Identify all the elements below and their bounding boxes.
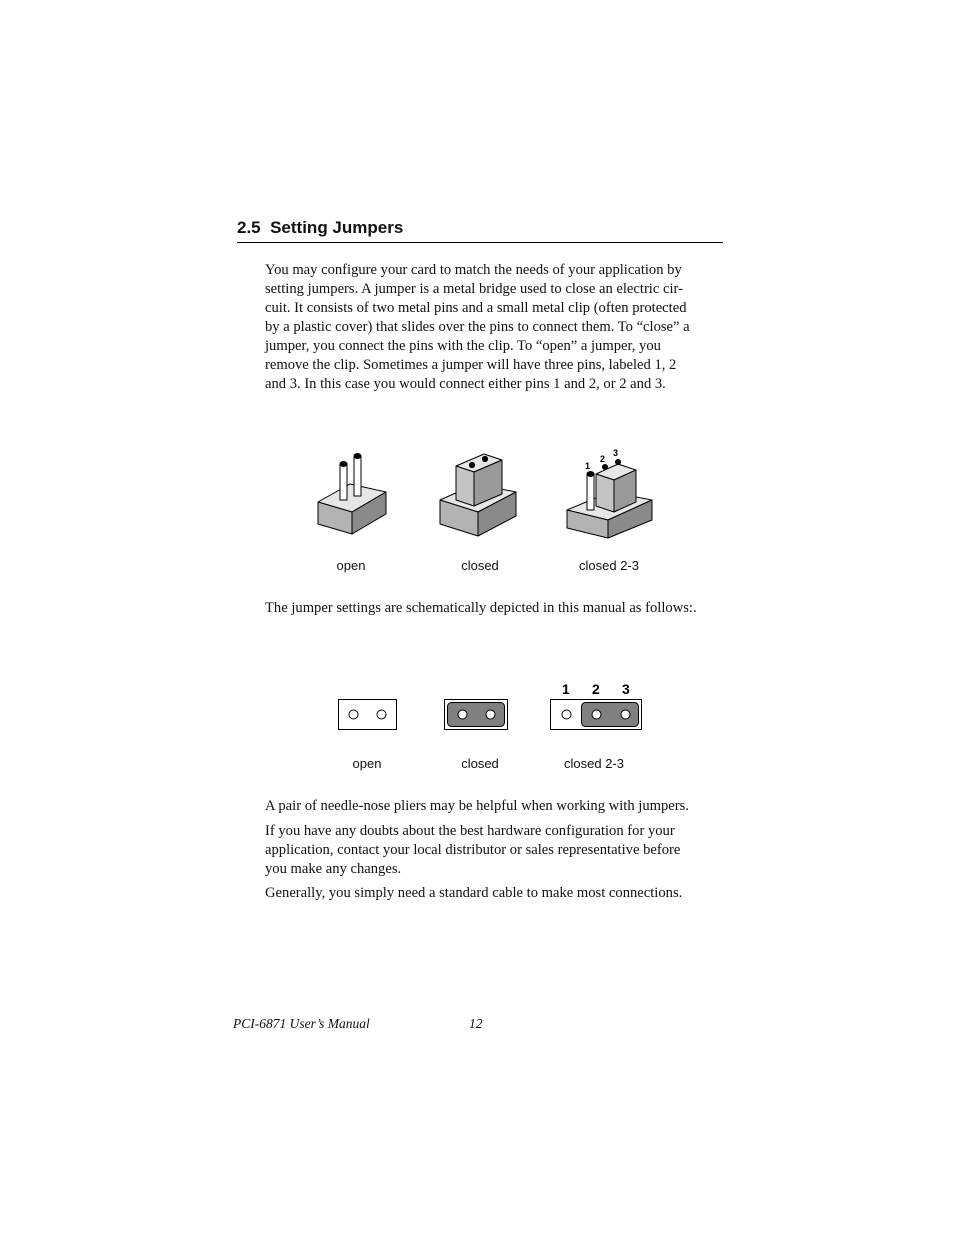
- footer-page-number: 12: [469, 1016, 483, 1031]
- jumper-3d-open: [318, 454, 386, 535]
- pin-label-schematic: 2: [592, 681, 600, 697]
- section-title: Setting Jumpers: [270, 218, 404, 237]
- doubts-line: application, contact your local distributor or sales representative before: [265, 842, 681, 858]
- caption-schematic-closed: closed: [461, 756, 499, 771]
- intro-line: and 3. In this case you would connect either pins 1 and 2, or 2 and 3.: [265, 376, 666, 392]
- pin-label-schematic: 1: [562, 681, 570, 697]
- schematic-intro: The jumper settings are schematically depicted in this manual as follows:.: [265, 600, 697, 616]
- pin-label-3d: 3: [613, 448, 619, 458]
- pin-label-3d: 2: [600, 454, 606, 464]
- intro-line: setting jumpers. A jumper is a metal bridge used to close an electric cir-: [265, 281, 683, 297]
- cable-paragraph: Generally, you simply need a standard cable to make most connections.: [265, 885, 683, 901]
- intro-line: cuit. It consists of two metal pins and a small metal clip (often protected: [265, 300, 687, 316]
- doubts-paragraph: [265, 822, 725, 879]
- caption-schematic-closed-2-3: closed 2-3: [564, 756, 624, 771]
- jumper-schematic-figure: [330, 676, 650, 738]
- section-number: 2.5: [237, 218, 261, 237]
- schematic-closed-2-3: [551, 700, 642, 730]
- intro-line: You may configure your card to match the needs of your application by: [265, 262, 682, 278]
- doubts-line: you make any changes.: [265, 861, 402, 877]
- caption-3d-closed: closed: [461, 558, 499, 573]
- doubts-line: If you have any doubts about the best hardware configuration for your: [265, 823, 675, 839]
- intro-line: jumper, you connect the pins with the clip. To “open” a jumper, you: [265, 338, 661, 354]
- pliers-paragraph: A pair of needle-nose pliers may be helpful when working with jumpers.: [265, 798, 689, 814]
- caption-3d-open: open: [336, 558, 366, 573]
- caption-3d-closed-2-3: closed 2-3: [579, 558, 639, 573]
- intro-line: by a plastic cover) that slides over the pins to connect them. To “close” a: [265, 319, 690, 335]
- footer-manual-title: PCI-6871 User’s Manual: [233, 1016, 370, 1031]
- caption-schematic-open: open: [352, 756, 382, 771]
- schematic-closed: [445, 700, 508, 730]
- section-heading: [237, 216, 723, 243]
- jumper-3d-figure: [300, 440, 670, 550]
- schematic-open: [339, 700, 397, 730]
- pin-label-3d: 1: [585, 461, 591, 471]
- intro-line: remove the clip. Sometimes a jumper will have three pins, labeled 1, 2: [265, 357, 677, 373]
- jumper-3d-closed-2-3: [567, 460, 652, 539]
- jumper-3d-closed: [440, 454, 516, 536]
- pin-label-schematic: 3: [622, 681, 630, 697]
- intro-paragraph: [265, 261, 725, 394]
